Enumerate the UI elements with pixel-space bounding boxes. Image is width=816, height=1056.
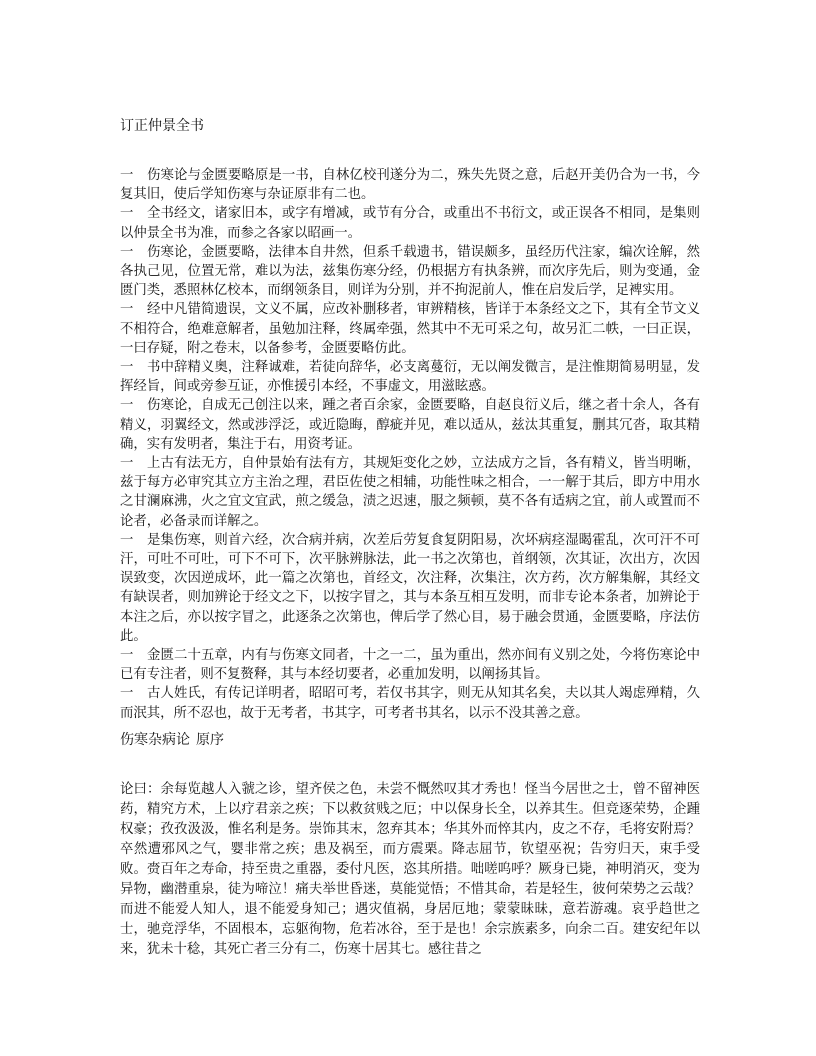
rule-paragraph: 一 全书经文，诸家旧本，或字有增减，或节有分合，或重出不书衍文，或正误各不相同，是集则以仲景全书为准，而参之各家以昭画一。 xyxy=(120,206,700,241)
preface-subtitle: 原序 xyxy=(196,732,224,748)
rule-paragraph: 一 经中凡错简遗误，文义不属，应改补删移者，审辨精核，皆详于本条经文之下，其有全节文义不相符合，绝难意解者，虽勉加注释，终属牵强，然其中不无可采之句，故另汇二帙，一曰正误，一曰存疑，附之卷末，以备参考，金匮要略仿此。 xyxy=(120,302,700,356)
rule-paragraph: 一 金匮二十五章，内有与伤寒文同者，十之一二，虽为重出，然亦间有义别之处，今将伤寒论中已有专注者，则不复赘释，其与本经切要者，必重加发明，以阐扬其旨。 xyxy=(120,648,700,683)
rule-paragraph: 一 伤寒论，自成无己创注以来，踵之者百余家，金匮要略，自赵良衍义后，继之者十余人，各有精义，羽翼经文，然或涉浮泛，或近隐晦，醇疵并见，难以适从，兹汰其重复，删其冗沓，取其精确，实有发明者，集注于右，用资考证。 xyxy=(120,398,700,452)
preface-paragraph: 论曰：余每览越人入虢之诊，望齐侯之色，未尝不慨然叹其才秀也！怪当今居世之士，曾不留神医药，精究方术，上以疗君亲之疾；下以救贫贱之厄；中以保身长全，以养其生。但竞逐荣势，企踵权豪；孜孜汲汲，惟名利是务。崇饰其末，忽弃其本；华其外而悴其内，皮之不存，毛将安附焉？卒然遭邪风之气，婴非常之疾；患及祸至，而方震栗。降志屈节，钦望巫祝；告穷归天，束手受败。赍百年之寿命，持至贵之重器，委付凡医，恣其所措。咄嗟呜呼？厥身已毙，神明消灭，变为异物，幽潜重泉，徒为啼泣！痛夫举世昏迷，莫能觉悟；不惜其命，若是轻生，彼何荣势之云哉？而进不能爱人知人，退不能爱身知己；遇灾值祸，身居厄地；蒙蒙昧昧，意若游魂。哀乎趋世之士，驰竞浮华，不固根本，忘躯徇物，危若冰谷，至于是也！余宗族素多，向余二百。建安纪年以来，犹未十稔，其死亡者三分有二，伤寒十居其七。感往昔之 xyxy=(120,782,700,957)
preface-title: 伤寒杂病论 xyxy=(120,732,190,748)
preface-body xyxy=(120,780,700,960)
rule-paragraph: 一 书中辞精义奥，注释诚难，若徒向辞华，必支离蔓衍，无以阐发微言，是注惟期简易明显，发挥经旨，间或旁参互证，亦惟援引本经，不事虚文，用滋眩惑。 xyxy=(120,360,700,395)
rule-paragraph: 一 上古有法无方，自仲景始有法有方，其规矩变化之妙，立法成方之旨，各有精义，皆当明晰，兹于每方必审究其立方主治之理，君臣佐使之相辅，功能性味之相合，一一解于其后，即方中用水之甘澜麻沸，火之宜文宜武，煎之缓急，渍之迟速，服之频顿，莫不各有适病之宜，前人或置而不论者，必备录而详解之。 xyxy=(120,456,700,529)
rule-paragraph: 一 伤寒论与金匮要略原是一书，自林亿校刊遂分为二，殊失先贤之意，后赵开美仍合为一书，今复其旧，使后学知伤寒与杂证原非有二也。 xyxy=(120,168,700,203)
editorial-rules xyxy=(120,166,700,723)
preface-heading xyxy=(120,731,224,749)
rule-paragraph: 一 伤寒论，金匮要略，法律本自井然，但系千载遗书，错误颇多，虽经历代注家，编次诠解，然各执己见，位置无常，难以为法，兹集伤寒分经，仍根据方有执条辨，而次序先后，则为变通，金匮门类，悉照林亿校本，而纲领条目，则详为分别，并不拘泥前人，惟在启发后学，足裨实用。 xyxy=(120,244,700,299)
rule-paragraph: 一 是集伤寒，则首六经，次合病并病，次差后劳复食复阴阳易，次坏病痉湿暍霍乱，次可汗不可汗，可吐不可吐，可下不可下，次平脉辨脉法，此一书之次第也，首纲领，次其证，次出方，次因误致变，次因逆成坏，此一篇之次第也，首经文，次注释，次集注，次方药，次方解集解，其经文有缺误者，则加辨论于经文之下，以按字冒之，其与本条互相互发明，而非专论本条者，加辨论于本注之后，亦以按字冒之，此逐条之次第也，俾后学了然心目，易于融会贯通，金匮要略，序法仿此。 xyxy=(120,532,700,644)
rule-paragraph: 一 古人姓氏，有传记详明者，昭昭可考，若仅书其字，则无从知其名矣，夫以其人竭虑殚精，久而泯其，所不忍也，故于无考者，书其字，可考者书其名，以示不没其善之意。 xyxy=(120,686,700,721)
document-title: 订正仲景全书 xyxy=(120,118,204,134)
